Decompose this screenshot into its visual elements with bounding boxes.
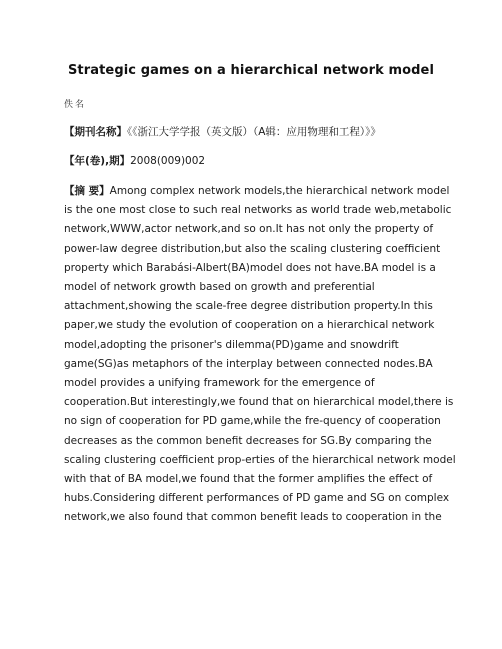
abstract — [64, 182, 456, 528]
abstract-line: decreases as the common benefit decreases for SG.By comparing the — [64, 434, 432, 447]
abstract-line: network,WWW,actor network,and so on.It has not only the property of — [64, 223, 434, 236]
journal-line — [64, 124, 381, 139]
abstract-line: with that of BA model,we found that the former amplifies the effect of — [64, 473, 433, 486]
abstract-line: 【摘 要】Among complex network models,the hierarchical network model — [64, 185, 450, 197]
author-name: 佚名 — [64, 100, 87, 110]
abstract-line: is the one most close to such real networks as world trade web,metabolic — [64, 204, 452, 217]
journal-label: 【期刊名称】 — [64, 126, 127, 138]
abstract-line: power-law degree distribution,but also the scaling clustering coefficient — [64, 242, 441, 255]
abstract-line: scaling clustering coefficient prop-erties of the hierarchical network model — [64, 453, 456, 466]
abstract-line: model,adopting the prisoner's dilemma(PD)game and snowdrift — [64, 338, 399, 351]
document-title: Strategic games on a hierarchical network model — [67, 63, 435, 78]
abstract-line: network,we also found that common benefit leads to cooperation in the — [64, 511, 442, 524]
abstract-line: cooperation.But interestingly,we found that on hierarchical model,there is — [64, 396, 454, 409]
abstract-line: game(SG)as metaphors of the interplay between connected nodes.BA — [64, 357, 433, 370]
abstract-label: 【摘 要】 — [64, 185, 110, 197]
abstract-line: hubs.Considering different performances of PD game and SG on complex — [64, 492, 450, 505]
year-label: 【年(卷),期】 — [64, 155, 131, 167]
journal-value: 《《浙江大学学报（英文版）（A辑：应用物理和工程）》》 — [127, 126, 381, 138]
abstract-line: model of network growth based on growth and preferential — [64, 281, 375, 294]
year-value: 2008(009)002 — [130, 155, 206, 167]
abstract-line: model provides a unifying framework for the emergence of — [64, 377, 375, 390]
abstract-line: no sign of cooperation for PD game,while the fre-quency of cooperation — [64, 415, 441, 428]
abstract-line: attachment,showing the scale-free degree distribution property.In this — [64, 300, 433, 313]
abstract-line: paper,we study the evolution of cooperation on a hierarchical network — [64, 319, 435, 332]
abstract-line: property which Barabási-Albert(BA)model does not have.BA model is a — [64, 261, 436, 274]
year-line — [64, 153, 205, 168]
